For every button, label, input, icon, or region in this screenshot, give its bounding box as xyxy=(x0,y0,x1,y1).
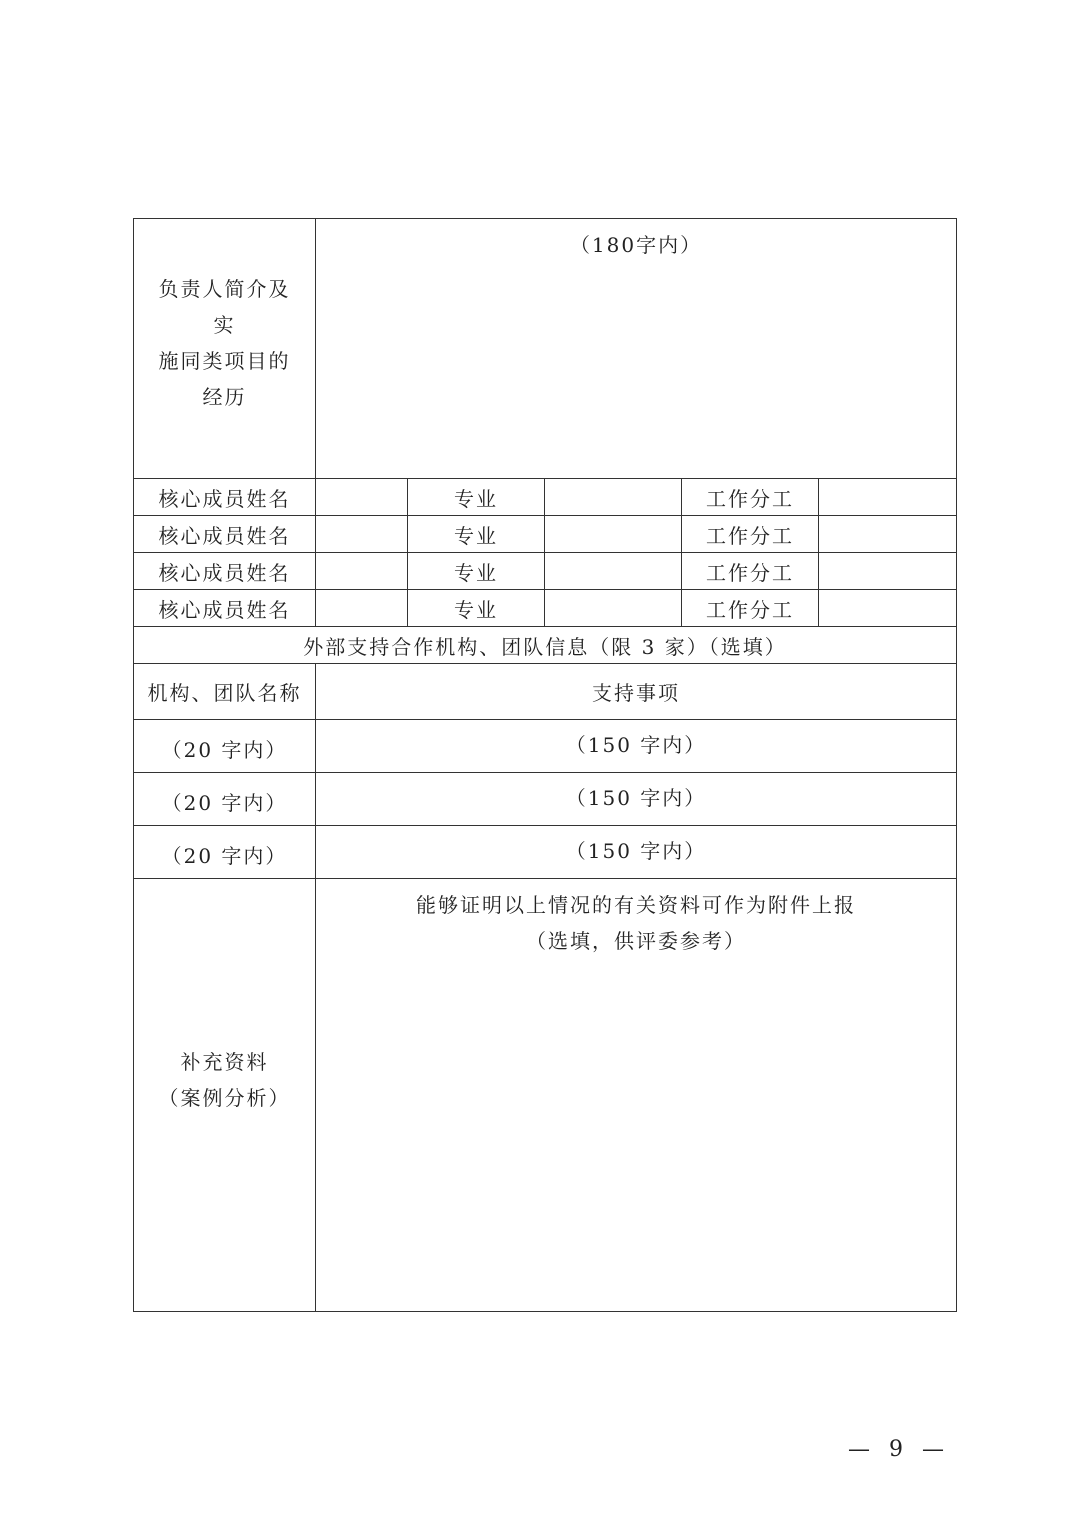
org-name-field[interactable]: （20 字内） xyxy=(134,773,316,826)
leader-intro-input-area[interactable] xyxy=(316,219,957,479)
external-support-header: 外部支持合作机构、团队信息（限 3 家）（选填） xyxy=(134,627,957,664)
supplementary-label-cell xyxy=(134,879,316,1312)
leader-intro-label-line: 负责人简介及实 xyxy=(158,276,291,337)
member-role-label: 工作分工 xyxy=(682,590,819,627)
core-member-row xyxy=(134,516,957,553)
external-support-row xyxy=(134,720,957,773)
supplementary-hint-line: （选填，供评委参考） xyxy=(526,929,747,953)
external-support-row xyxy=(134,826,957,879)
member-major-field[interactable] xyxy=(545,590,682,627)
member-name-field[interactable] xyxy=(316,590,408,627)
core-member-row xyxy=(134,590,957,627)
member-role-field[interactable] xyxy=(819,516,957,553)
external-support-header-row xyxy=(134,627,957,664)
supplementary-hint xyxy=(316,887,956,959)
member-major-field[interactable] xyxy=(545,479,682,516)
support-scope-field[interactable]: （150 字内） xyxy=(316,826,957,879)
org-name-field[interactable]: （20 字内） xyxy=(134,826,316,879)
support-scope-field[interactable]: （150 字内） xyxy=(316,773,957,826)
support-scope-column-header: 支持事项 xyxy=(316,664,957,720)
member-major-field[interactable] xyxy=(545,516,682,553)
org-name-column-header: 机构、团队名称 xyxy=(134,664,316,720)
member-major-label: 专业 xyxy=(408,553,545,590)
member-role-field[interactable] xyxy=(819,479,957,516)
member-name-label: 核心成员姓名 xyxy=(134,516,316,553)
member-role-field[interactable] xyxy=(819,553,957,590)
external-support-columns-row xyxy=(134,664,957,720)
member-major-field[interactable] xyxy=(545,553,682,590)
member-name-label: 核心成员姓名 xyxy=(134,479,316,516)
member-name-label: 核心成员姓名 xyxy=(134,553,316,590)
leader-intro-label-cell xyxy=(134,219,316,479)
member-name-field[interactable] xyxy=(316,553,408,590)
org-name-field[interactable]: （20 字内） xyxy=(134,720,316,773)
member-name-field[interactable] xyxy=(316,516,408,553)
member-role-label: 工作分工 xyxy=(682,553,819,590)
supplementary-label xyxy=(134,1044,315,1116)
core-member-row xyxy=(134,553,957,590)
member-major-label: 专业 xyxy=(408,479,545,516)
core-member-row xyxy=(134,479,957,516)
application-form-table xyxy=(133,218,957,1312)
supplementary-label-line: （案例分析） xyxy=(158,1086,291,1110)
leader-intro-row xyxy=(134,219,957,479)
supplementary-row xyxy=(134,879,957,1312)
member-role-field[interactable] xyxy=(819,590,957,627)
member-major-label: 专业 xyxy=(408,516,545,553)
leader-intro-label xyxy=(150,271,300,415)
support-scope-field[interactable]: （150 字内） xyxy=(316,720,957,773)
member-name-field[interactable] xyxy=(316,479,408,516)
external-support-row xyxy=(134,773,957,826)
member-major-label: 专业 xyxy=(408,590,545,627)
leader-intro-label-line: 施同类项目的 xyxy=(158,348,291,373)
supplementary-input-area[interactable] xyxy=(316,879,957,1312)
page-number: — 9 — xyxy=(848,1437,950,1462)
supplementary-label-line: 补充资料 xyxy=(180,1050,269,1074)
supplementary-hint-line: 能够证明以上情况的有关资料可作为附件上报 xyxy=(416,893,857,917)
leader-intro-hint: （180字内） xyxy=(569,233,703,257)
member-role-label: 工作分工 xyxy=(682,479,819,516)
leader-intro-label-line: 经历 xyxy=(202,384,247,409)
member-role-label: 工作分工 xyxy=(682,516,819,553)
member-name-label: 核心成员姓名 xyxy=(134,590,316,627)
